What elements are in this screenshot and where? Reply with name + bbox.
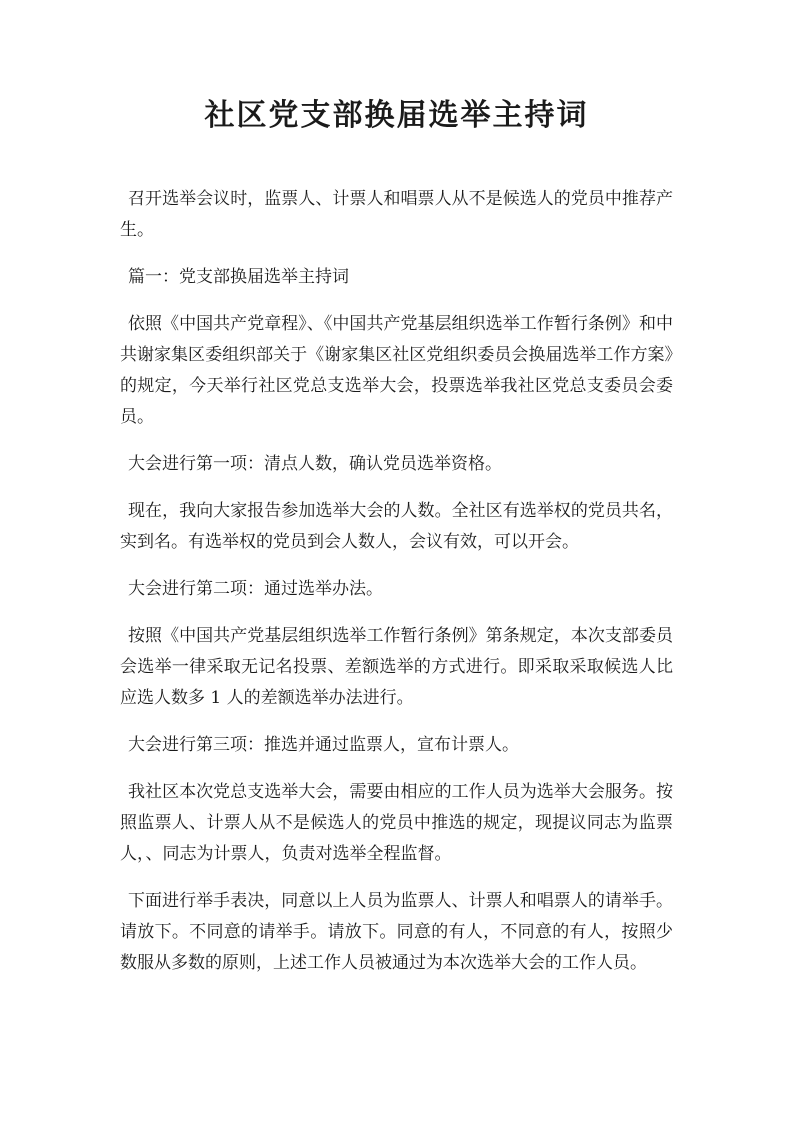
paragraph-basis: 依照《中国共产党章程》、《中国共产党基层组织选举工作暂行条例》和中共谢家集区委组织部关于《谢家集区社区党组织委员会换届选举工作方案》的规定，今天举行社区党总支选举大会，投票选举我社区党总支委员会委员。	[120, 314, 673, 427]
paragraph-item-three: 大会进行第三项：推选并通过监票人，宣布计票人。	[128, 735, 519, 755]
paragraph-vote-by-hands: 下面进行举手表决，同意以上人员为监票人、计票人和唱票人的请举手。请放下。不同意的请举手。请放下。同意的有人，不同意的有人，按照少数服从多数的原则，上述工作人员被通过为本次选举大会的工作人员。	[120, 891, 673, 973]
paragraph-section-heading: 篇一：党支部换届选举主持词	[128, 267, 349, 287]
paragraph-election-method: 按照《中国共产党基层组织选举工作暂行条例》第条规定，本次支部委员会选举一律采取无记名投票、差额选举的方式进行。即采取采取候选人比应选人数多 1 人的差额选举办法进行。	[120, 626, 673, 708]
paragraph-attendance-report: 现在，我向大家报告参加选举大会的人数。全社区有选举权的党员共名，实到名。有选举权的党员到会人数人，会议有效，可以开会。	[120, 501, 673, 552]
paragraph-item-two: 大会进行第二项：通过选举办法。	[128, 579, 383, 599]
paragraph-intro: 召开选举会议时，监票人、计票人和唱票人从不是候选人的党员中推荐产生。	[120, 189, 673, 240]
document-title: 社区党支部换届选举主持词	[204, 98, 589, 133]
paragraph-item-one: 大会进行第一项：清点人数，确认党员选举资格。	[128, 454, 502, 474]
paragraph-staff-nomination: 我社区本次党总支选举大会，需要由相应的工作人员为选举大会服务。按照监票人、计票人从不是候选人的党员中推选的规定，现提议同志为监票人，、同志为计票人，负责对选举全程监督。	[120, 782, 673, 864]
